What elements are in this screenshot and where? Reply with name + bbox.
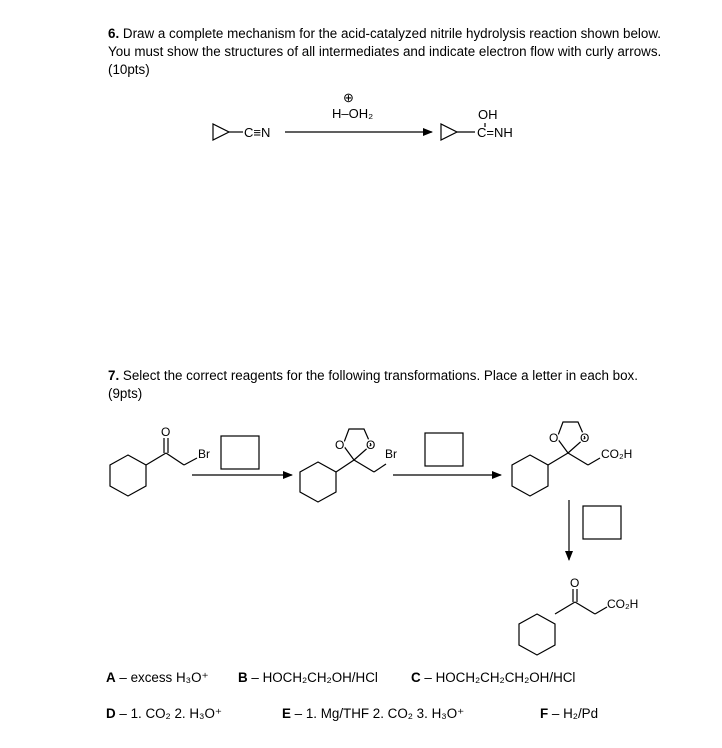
option-letter: F [540,706,549,721]
option-text: HOCH₂CH₂CH₂OH/HCl [435,670,576,685]
option-text: excess H₃O⁺ [130,670,209,685]
hydronium-charge: ⊕ [343,90,354,105]
hydroxyl-label: OH [478,107,498,122]
keto-acid-structure [519,576,638,655]
option-letter: D [106,706,116,721]
option-letter: E [282,706,291,721]
cyclopropane-ring [213,124,229,140]
hydronium-reagent: H–OH₂ [332,106,374,121]
option-letter: C [411,670,421,685]
answer-box-1[interactable] [221,436,259,469]
cyclopropyl-nitrile-structure [213,124,270,140]
ring-oxygen-left: O [549,431,559,445]
cyclohexane-ring [110,455,146,496]
question-7-number: 7. [108,368,120,383]
carboxylic-acid-label: CO₂H [601,447,633,461]
dioxolane-bromide-structure [300,429,397,502]
question-6-text: Draw a complete mechanism for the acid-catalyzed nitrile hydrolysis reaction shown below. You must show the structures of all intermediates and indicate electron flow with curly arrows. (10pts) [108,26,662,77]
ring-oxygen-right: O [366,438,376,452]
option-letter: A [106,670,116,685]
carbonyl-oxygen-label: O [161,425,171,439]
option-text: HOCH₂CH₂OH/HCl [262,670,378,685]
imine-label: C=NH [477,125,513,140]
carboxylic-acid-label: CO₂H [607,597,639,611]
ring-oxygen-right: O [580,431,590,445]
option-c: C – HOCH₂CH₂CH₂OH/HCl [411,670,576,685]
imidic-acid-structure [441,107,513,140]
question-7-text: Select the correct reagents for the following transformations. Place a letter in each box. (9pts) [108,368,638,401]
nitrile-label: C≡N [244,125,271,140]
option-e: E – 1. Mg/THF 2. CO₂ 3. H₃O⁺ [282,706,465,721]
dioxolane-acid-structure [512,422,632,496]
bromine-label: Br [385,447,397,461]
cyclohexane-ring [512,455,548,496]
option-d: D – 1. CO₂ 2. H₃O⁺ [106,706,222,721]
option-text: 1. CO₂ 2. H₃O⁺ [130,706,222,721]
option-a: A – excess H₃O⁺ [106,670,209,685]
option-text: H₂/Pd [563,706,599,721]
option-text: 1. Mg/THF 2. CO₂ 3. H₃O⁺ [305,706,465,721]
cyclohexane-ring [300,462,336,502]
option-letter: B [238,670,248,685]
answer-box-3[interactable] [583,506,621,539]
cyclopropane-ring [441,124,457,140]
bromine-label: Br [198,447,210,461]
carbonyl-oxygen-label: O [570,576,580,590]
ring-oxygen-left: O [335,438,345,452]
answer-box-2[interactable] [425,433,463,466]
option-f: F – H₂/Pd [540,706,599,721]
cyclohexane-ring [519,614,555,655]
bromoketone-structure [110,425,210,496]
option-b: B – HOCH₂CH₂OH/HCl [238,670,378,685]
question-6-number: 6. [108,26,120,41]
